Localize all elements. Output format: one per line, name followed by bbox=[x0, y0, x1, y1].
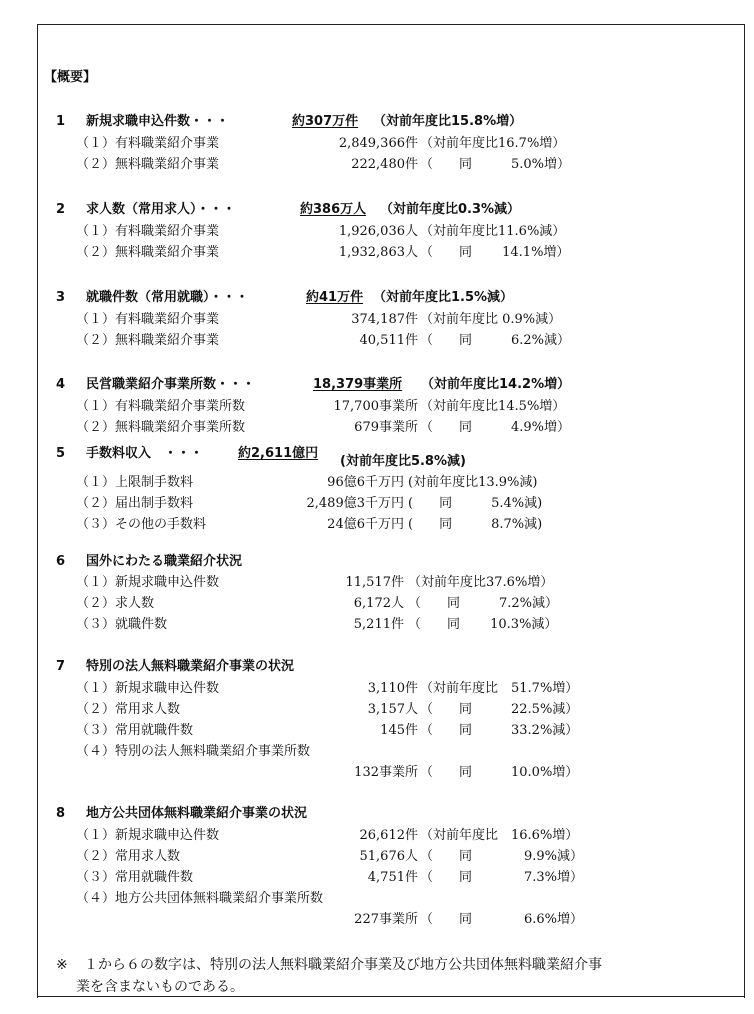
section-5-label: 手数料収入 ・・・ bbox=[86, 446, 204, 461]
section-3-total: 約41万件 bbox=[306, 290, 364, 305]
section-5-item-3-value: 24億6千万円 bbox=[327, 517, 404, 532]
section-1-item-1-value: 2,849,366件 bbox=[338, 136, 418, 151]
section-8-item-2-ratio: （ 同 9.9%減） bbox=[420, 849, 584, 864]
section-8-item-4-value: 227事業所 bbox=[354, 912, 418, 927]
section-1-item-2-ratio: （ 同 5.0%増） bbox=[420, 157, 571, 172]
section-6-item-1-value: 11,517件 bbox=[345, 575, 404, 590]
section-1-number: 1 bbox=[56, 114, 66, 129]
section-5-item-2-ratio: ( 同 5.4%減) bbox=[408, 496, 543, 511]
section-7-item-1-ratio: （対前年度比 51.7%増） bbox=[420, 681, 579, 696]
section-8-item-2-label: （２）常用求人数 bbox=[76, 849, 181, 864]
section-8-item-3-value: 4,751件 bbox=[367, 870, 418, 885]
section-5-change: (対前年度比5.8%減) bbox=[340, 454, 466, 469]
section-3-item-2-ratio: （ 同 6.2%減） bbox=[420, 333, 571, 348]
section-5-item-1-value: 96億6千万円 bbox=[327, 475, 404, 490]
section-5-item-1-ratio: (対前年度比13.9%減) bbox=[408, 475, 538, 490]
section-5-item-1-label: （１）上限制手数料 bbox=[76, 475, 194, 490]
section-4-change: （対前年度比14.2%増） bbox=[421, 377, 571, 392]
summary-title: 【概要】 bbox=[44, 70, 97, 85]
section-4-item-2-value: 679事業所 bbox=[354, 420, 418, 435]
section-5-item-3-label: （３）その他の手数料 bbox=[76, 517, 207, 532]
section-3-item-1-label: （１）有料職業紹介事業 bbox=[76, 312, 220, 327]
section-1-total: 約307万件 bbox=[292, 114, 359, 129]
section-7-item-3-label: （３）常用就職件数 bbox=[76, 723, 194, 738]
section-4-item-2-ratio: （ 同 4.9%増） bbox=[420, 420, 571, 435]
section-5-item-2-label: （２）届出制手数料 bbox=[76, 496, 194, 511]
section-7-item-4-value: 132事業所 bbox=[354, 765, 418, 780]
section-1-item-1-ratio: （対前年度比16.7%増） bbox=[420, 136, 566, 151]
section-2-number: 2 bbox=[56, 202, 66, 217]
section-6-item-3-value: 5,211件 bbox=[353, 617, 404, 632]
section-6-label: 国外にわたる職業紹介状況 bbox=[86, 554, 243, 569]
section-4-item-1-ratio: （対前年度比14.5%増） bbox=[420, 399, 566, 414]
section-6-number: 6 bbox=[56, 554, 66, 569]
section-5-item-2-value: 2,489億3千万円 bbox=[306, 496, 404, 511]
section-5-total: 約2,611億円 bbox=[238, 446, 319, 461]
section-3-item-2-value: 40,511件 bbox=[359, 333, 418, 348]
section-2-item-1-label: （１）有料職業紹介事業 bbox=[76, 224, 220, 239]
section-8-item-3-label: （３）常用就職件数 bbox=[76, 870, 194, 885]
section-2-item-1-value: 1,926,036人 bbox=[338, 224, 418, 239]
section-2-total: 約386万人 bbox=[300, 202, 367, 217]
section-3-number: 3 bbox=[56, 290, 66, 305]
section-7-item-2-label: （２）常用求人数 bbox=[76, 702, 181, 717]
section-7-item-2-value: 3,157人 bbox=[367, 702, 418, 717]
section-3-label: 就職件数（常用就職）・・・ bbox=[86, 290, 249, 305]
section-4-label: 民営職業紹介事業所数・・・ bbox=[86, 377, 256, 392]
section-6-item-3-ratio: （ 同 10.3%減） bbox=[408, 617, 558, 632]
section-8-item-3-ratio: （ 同 7.3%増） bbox=[420, 870, 584, 885]
section-4-number: 4 bbox=[56, 377, 66, 392]
note-mark: ※ bbox=[56, 957, 68, 973]
section-2-item-2-label: （２）無料職業紹介事業 bbox=[76, 245, 220, 260]
section-4-item-1-label: （１）有料職業紹介事業所数 bbox=[76, 399, 246, 414]
section-8-item-1-ratio: （対前年度比 16.6%増） bbox=[420, 828, 579, 843]
section-7-number: 7 bbox=[56, 659, 66, 674]
section-1-item-1-label: （１）有料職業紹介事業 bbox=[76, 136, 220, 151]
section-7-item-4-label: （４）特別の法人無料職業紹介事業所数 bbox=[76, 744, 311, 759]
section-7-item-1-label: （１）新規求職申込件数 bbox=[76, 681, 220, 696]
section-6-item-2-label: （２）求人数 bbox=[76, 596, 155, 611]
section-2-item-2-value: 1,932,863人 bbox=[338, 245, 418, 260]
section-6-item-1-label: （１）新規求職申込件数 bbox=[76, 575, 220, 590]
section-8-item-4-label: （４）地方公共団体無料職業紹介事業所数 bbox=[76, 891, 324, 906]
section-7-item-2-ratio: （ 同 22.5%減） bbox=[420, 702, 579, 717]
section-8-label: 地方公共団体無料職業紹介事業の状況 bbox=[86, 806, 308, 821]
section-8-number: 8 bbox=[56, 806, 66, 821]
section-2-item-1-ratio: （対前年度比11.6%減） bbox=[420, 224, 566, 239]
section-2-label: 求人数（常用求人）・・・ bbox=[86, 202, 236, 217]
section-7-item-4-ratio: （ 同 10.0%増） bbox=[420, 765, 579, 780]
section-1-item-2-label: （２）無料職業紹介事業 bbox=[76, 157, 220, 172]
section-3-change: （対前年度比1.5%減） bbox=[373, 290, 514, 305]
section-8-item-2-value: 51,676人 bbox=[359, 849, 418, 864]
section-6-item-3-label: （３）就職件数 bbox=[76, 617, 168, 632]
note-line-2: 業を含まないものである。 bbox=[76, 979, 244, 995]
section-5-item-3-ratio: ( 同 8.7%減) bbox=[408, 517, 543, 532]
section-1-label: 新規求職申込件数・・・ bbox=[86, 114, 230, 129]
section-3-item-2-label: （２）無料職業紹介事業 bbox=[76, 333, 220, 348]
section-3-item-1-ratio: （対前年度比 0.9%減） bbox=[420, 312, 562, 327]
section-8-item-1-label: （１）新規求職申込件数 bbox=[76, 828, 220, 843]
section-4-item-1-value: 17,700事業所 bbox=[333, 399, 418, 414]
section-8-item-4-ratio: （ 同 6.6%増） bbox=[420, 912, 584, 927]
section-4-item-2-label: （２）無料職業紹介事業所数 bbox=[76, 420, 246, 435]
section-7-item-1-value: 3,110件 bbox=[367, 681, 418, 696]
section-7-item-3-value: 145件 bbox=[380, 723, 418, 738]
section-8-item-1-value: 26,612件 bbox=[359, 828, 418, 843]
section-6-item-2-ratio: （ 同 7.2%減） bbox=[408, 596, 559, 611]
section-7-item-3-ratio: （ 同 33.2%減） bbox=[420, 723, 579, 738]
section-5-number: 5 bbox=[56, 446, 66, 461]
note-line-1: １から６の数字は、特別の法人無料職業紹介事業及び地方公共団体無料職業紹介事 bbox=[84, 957, 602, 973]
section-6-item-2-value: 6,172人 bbox=[353, 596, 404, 611]
section-1-item-2-value: 222,480件 bbox=[351, 157, 418, 172]
section-4-total: 18,379事業所 bbox=[313, 377, 403, 392]
section-2-item-2-ratio: （ 同 14.1%増） bbox=[420, 245, 570, 260]
section-1-change: （対前年度比15.8%増） bbox=[373, 114, 523, 129]
section-6-item-1-ratio: （対前年度比37.6%増） bbox=[408, 575, 554, 590]
section-7-label: 特別の法人無料職業紹介事業の状況 bbox=[86, 659, 295, 674]
section-2-change: （対前年度比0.3%減） bbox=[380, 202, 521, 217]
section-3-item-1-value: 374,187件 bbox=[351, 312, 418, 327]
